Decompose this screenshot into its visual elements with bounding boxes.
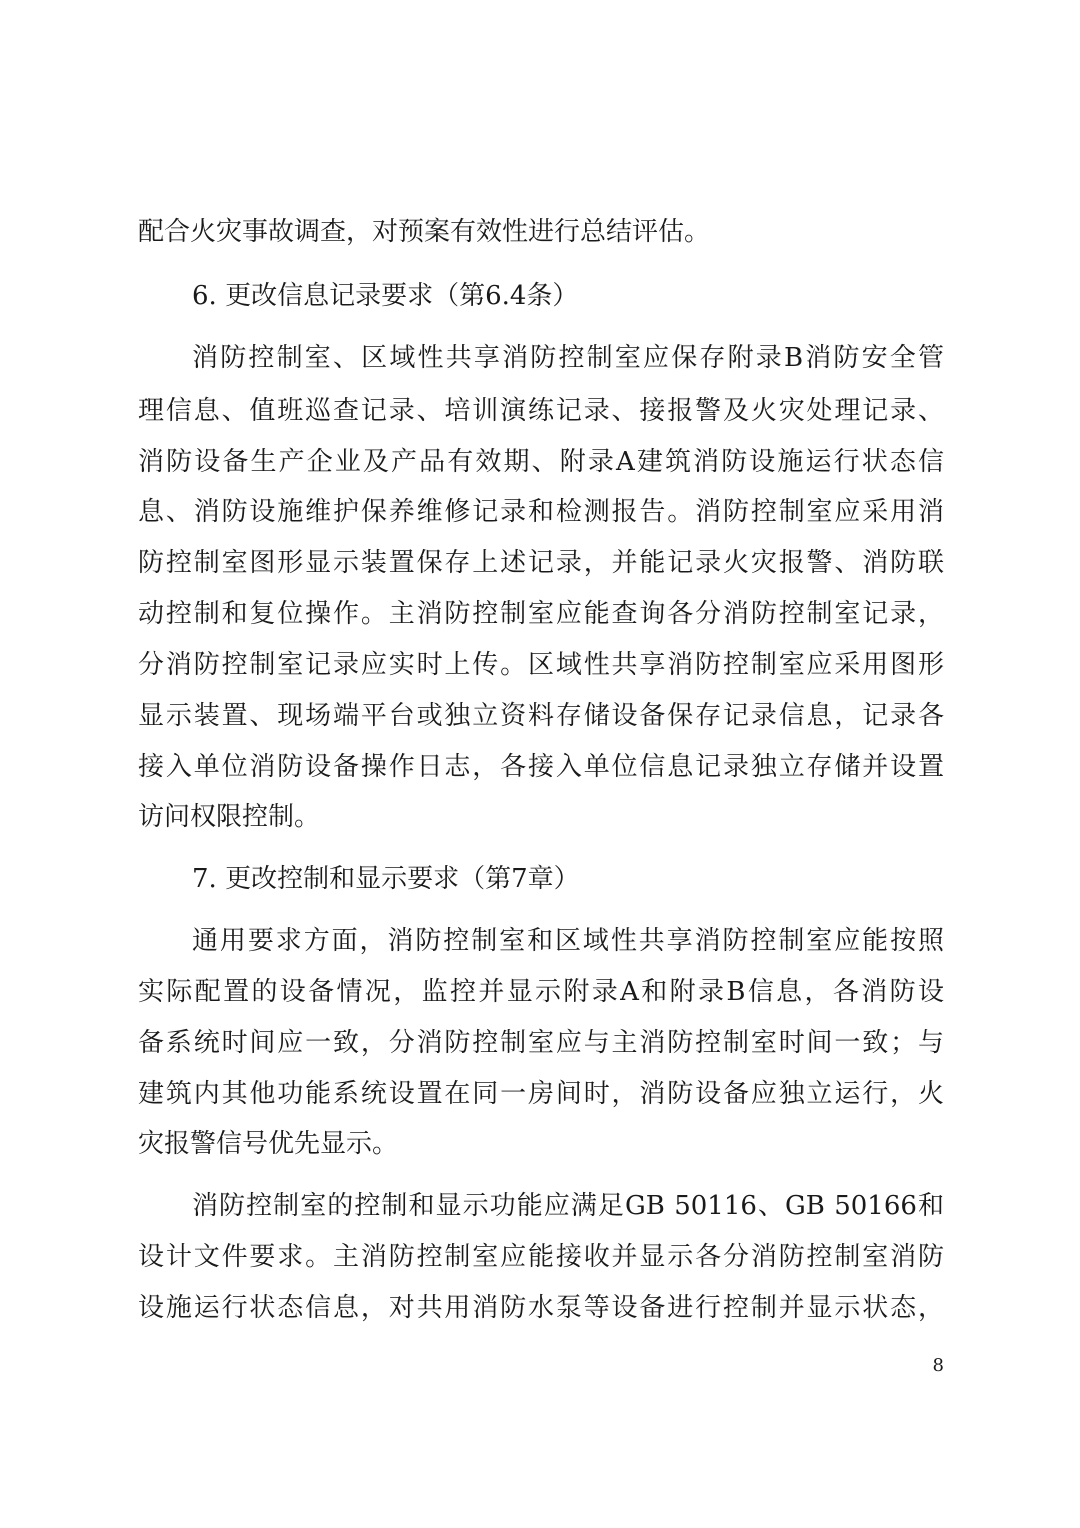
text-line: 消防控制室的控制和显示功能应满足GB 50116、GB 50166和	[192, 1191, 944, 1221]
text-line: 灾报警信号优先显示。	[138, 1129, 399, 1159]
text-line: 息、消防设施维护保养维修记录和检测报告。消防控制室应采用消	[138, 497, 944, 527]
text-line: 显示装置、现场端平台或独立资料存储设备保存记录信息，记录各	[138, 701, 944, 731]
page-number: 8	[932, 1355, 944, 1376]
section-heading-7: 7. 更改控制和显示要求（第7章）	[192, 864, 580, 894]
text-line: 设施运行状态信息，对共用消防水泵等设备进行控制并显示状态，	[138, 1293, 944, 1323]
text-line: 防控制室图形显示装置保存上述记录，并能记录火灾报警、消防联	[138, 548, 944, 578]
text-line: 设计文件要求。主消防控制室应能接收并显示各分消防控制室消防	[138, 1242, 944, 1272]
text-line: 备系统时间应一致，分消防控制室应与主消防控制室时间一致；与	[138, 1028, 944, 1058]
text-line: 理信息、值班巡查记录、培训演练记录、接报警及火灾处理记录、	[138, 396, 944, 426]
text-line: 访问权限控制。	[138, 802, 321, 832]
text-line: 通用要求方面，消防控制室和区域性共享消防控制室应能按照	[192, 926, 944, 956]
section-heading-6: 6. 更改信息记录要求（第6.4条）	[192, 281, 579, 311]
text-line: 接入单位消防设备操作日志，各接入单位信息记录独立存储并设置	[138, 752, 944, 782]
text-line: 实际配置的设备情况，监控并显示附录A和附录B信息，各消防设	[138, 977, 944, 1007]
text-line: 消防设备生产企业及产品有效期、附录A建筑消防设施运行状态信	[138, 447, 944, 477]
text-line: 配合火灾事故调查，对预案有效性进行总结评估。	[138, 217, 711, 247]
text-line: 分消防控制室记录应实时上传。区域性共享消防控制室应采用图形	[138, 650, 944, 680]
text-line: 建筑内其他功能系统设置在同一房间时，消防设备应独立运行，火	[138, 1079, 944, 1109]
text-line: 动控制和复位操作。主消防控制室应能查询各分消防控制室记录，	[138, 599, 944, 629]
text-line: 消防控制室、区域性共享消防控制室应保存附录B消防安全管	[192, 343, 944, 373]
